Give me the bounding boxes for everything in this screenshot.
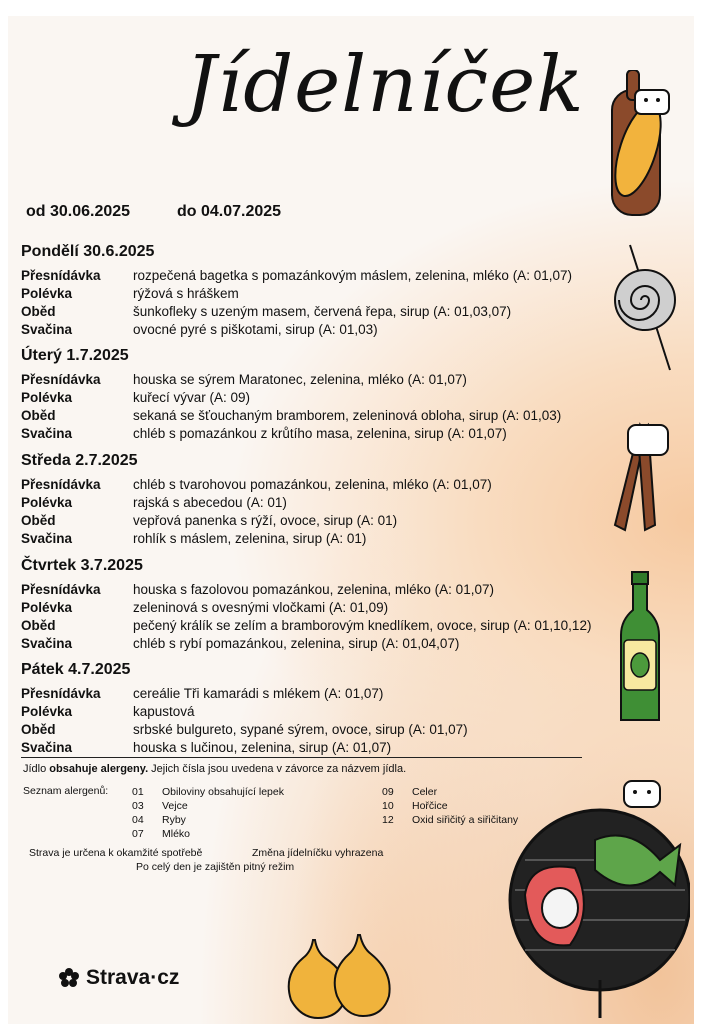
meal-row xyxy=(21,685,621,703)
meal-row xyxy=(21,371,621,389)
meal-description: rozpečená bagetka s pomazánkovým máslem, zelenina, mléko (A: 01,07) xyxy=(133,268,572,283)
footer-consumption: Strava je určena k okamžité spotřebě xyxy=(29,847,203,859)
day-section xyxy=(21,240,621,339)
allergen-legend-left xyxy=(132,785,284,841)
meal-name: Přesnídávka xyxy=(21,582,101,597)
meal-description: srbské bulgureto, sypané sýrem, ovoce, sirup (A: 01,07) xyxy=(133,722,468,737)
allergen-code: 10 xyxy=(382,800,394,812)
meal-description: cereálie Tři kamarádi s mlékem (A: 01,07) xyxy=(133,686,384,701)
allergen-item xyxy=(382,785,518,799)
meal-row xyxy=(21,530,621,548)
allergen-name: Hořčice xyxy=(412,800,448,812)
meal-name: Přesnídávka xyxy=(21,268,101,283)
meal-description: rajská s abecedou (A: 01) xyxy=(133,495,287,510)
allergen-code: 09 xyxy=(382,786,394,798)
lollipop-icon xyxy=(610,235,690,375)
allergen-item xyxy=(132,827,284,841)
meal-description: houska s lučinou, zelenina, sirup (A: 01,07) xyxy=(133,740,392,755)
menu-title: Jídelníček xyxy=(185,40,585,130)
meal-description: rýžová s hráškem xyxy=(133,286,239,301)
meal-description: chléb s rybí pomazánkou, zelenina, sirup (A: 01,04,07) xyxy=(133,636,460,651)
meal-row xyxy=(21,599,621,617)
meal-description: zeleninová s ovesnými vločkami (A: 01,09) xyxy=(133,600,389,615)
allergen-code: 12 xyxy=(382,814,394,826)
meal-name: Polévka xyxy=(21,704,73,719)
meal-row xyxy=(21,476,621,494)
day-heading: Pátek 4.7.2025 xyxy=(21,661,131,678)
allergen-note-prefix: Jídlo xyxy=(23,763,50,775)
flower-icon xyxy=(58,967,80,989)
meal-description: chléb s tvarohovou pomazánkou, zelenina, mléko (A: 01,07) xyxy=(133,477,492,492)
meal-name: Svačina xyxy=(21,740,73,755)
meal-name: Svačina xyxy=(21,426,73,441)
meal-row xyxy=(21,267,621,285)
day-heading: Čtvrtek 3.7.2025 xyxy=(21,557,143,574)
meal-description: kuřecí vývar (A: 09) xyxy=(133,390,251,405)
section-divider xyxy=(21,757,582,758)
logo-text: Strava·cz xyxy=(86,966,180,989)
meal-description: kapustová xyxy=(133,704,195,719)
meal-name: Oběd xyxy=(21,618,56,633)
meal-name: Oběd xyxy=(21,304,56,319)
meal-description: ovocné pyré s piškotami, sirup (A: 01,03) xyxy=(133,322,378,337)
critter-icon xyxy=(622,775,662,810)
allergen-name: Ryby xyxy=(162,814,186,826)
day-section xyxy=(21,554,621,653)
meal-row xyxy=(21,703,621,721)
meal-description: šunkofleky s uzeným masem, červená řepa, sirup (A: 01,03,07) xyxy=(133,304,512,319)
meal-name: Přesnídávka xyxy=(21,372,101,387)
meal-name: Polévka xyxy=(21,495,73,510)
meal-name: Polévka xyxy=(21,390,73,405)
allergen-code: 04 xyxy=(132,814,144,826)
grill-icon xyxy=(500,790,690,1020)
meal-row xyxy=(21,285,621,303)
allergen-item xyxy=(382,813,518,827)
allergen-legend-right xyxy=(382,785,518,827)
footer-drinking: Po celý den je zajištěn pitný režim xyxy=(136,861,295,873)
olive-oil-bottle-icon xyxy=(615,570,665,730)
allergen-name: Vejce xyxy=(162,800,188,812)
onions-icon xyxy=(283,930,393,1020)
meal-row xyxy=(21,721,621,739)
meal-description: rohlík s máslem, zelenina, sirup (A: 01) xyxy=(133,531,367,546)
allergen-item xyxy=(132,813,284,827)
date-to: do 04.07.2025 xyxy=(177,203,282,220)
tongs-icon xyxy=(600,415,680,540)
allergen-code: 07 xyxy=(132,828,144,840)
allergen-item xyxy=(132,785,284,799)
meal-row xyxy=(21,512,621,530)
meal-row xyxy=(21,425,621,443)
meal-description: sekaná se šťouchaným bramborem, zeleninová obloha, sirup (A: 01,03) xyxy=(133,408,562,423)
allergen-item xyxy=(132,799,284,813)
meal-name: Svačina xyxy=(21,531,73,546)
meal-row xyxy=(21,635,621,653)
meal-name: Oběd xyxy=(21,408,56,423)
strava-logo xyxy=(58,966,179,990)
day-heading: Úterý 1.7.2025 xyxy=(21,347,129,364)
allergen-name: Mléko xyxy=(162,828,191,840)
footer-change: Změna jídelníčku vyhrazena xyxy=(252,847,384,859)
allergen-legend-title: Seznam alergenů: xyxy=(23,785,109,797)
meal-name: Přesnídávka xyxy=(21,477,101,492)
meal-description: houska s fazolovou pomazánkou, zelenina, mléko (A: 01,07) xyxy=(133,582,494,597)
meal-name: Přesnídávka xyxy=(21,686,101,701)
allergen-code: 01 xyxy=(132,786,144,798)
allergen-name: Oxid siřičitý a siřičitany xyxy=(412,814,519,826)
allergen-note-bold: obsahuje alergeny. xyxy=(49,763,149,775)
bread-board-icon xyxy=(600,70,680,220)
date-from: od 30.06.2025 xyxy=(26,203,131,220)
day-heading: Pondělí 30.6.2025 xyxy=(21,243,155,260)
day-heading: Středa 2.7.2025 xyxy=(21,452,138,469)
allergen-name: Obiloviny obsahující lepek xyxy=(162,786,284,798)
allergen-note-suffix: Jejich čísla jsou uvedena v závorce za názvem jídla. xyxy=(148,763,407,775)
meal-name: Polévka xyxy=(21,600,73,615)
meal-name: Svačina xyxy=(21,636,73,651)
meal-row xyxy=(21,581,621,599)
day-section xyxy=(21,344,621,443)
allergen-name: Celer xyxy=(412,786,438,798)
meal-row xyxy=(21,389,621,407)
meal-row xyxy=(21,303,621,321)
meal-row xyxy=(21,739,621,757)
meal-row xyxy=(21,321,621,339)
meal-row xyxy=(21,494,621,512)
meal-description: chléb s pomazánkou z krůtího masa, zelenina, sirup (A: 01,07) xyxy=(133,426,507,441)
meal-description: vepřová panenka s rýží, ovoce, sirup (A: 01) xyxy=(133,513,398,528)
day-section xyxy=(21,658,621,757)
meal-name: Oběd xyxy=(21,722,56,737)
meal-name: Oběd xyxy=(21,513,56,528)
meal-description: pečený králík se zelím a bramborovým knedlíkem, ovoce, sirup (A: 01,10,12) xyxy=(133,618,592,633)
meal-row xyxy=(21,407,621,425)
allergen-note xyxy=(23,763,406,775)
day-section xyxy=(21,449,621,548)
meal-description: houska se sýrem Maratonec, zelenina, mléko (A: 01,07) xyxy=(133,372,467,387)
allergen-code: 03 xyxy=(132,800,144,812)
meal-row xyxy=(21,617,621,635)
meal-name: Svačina xyxy=(21,322,73,337)
allergen-item xyxy=(382,799,518,813)
meal-name: Polévka xyxy=(21,286,73,301)
